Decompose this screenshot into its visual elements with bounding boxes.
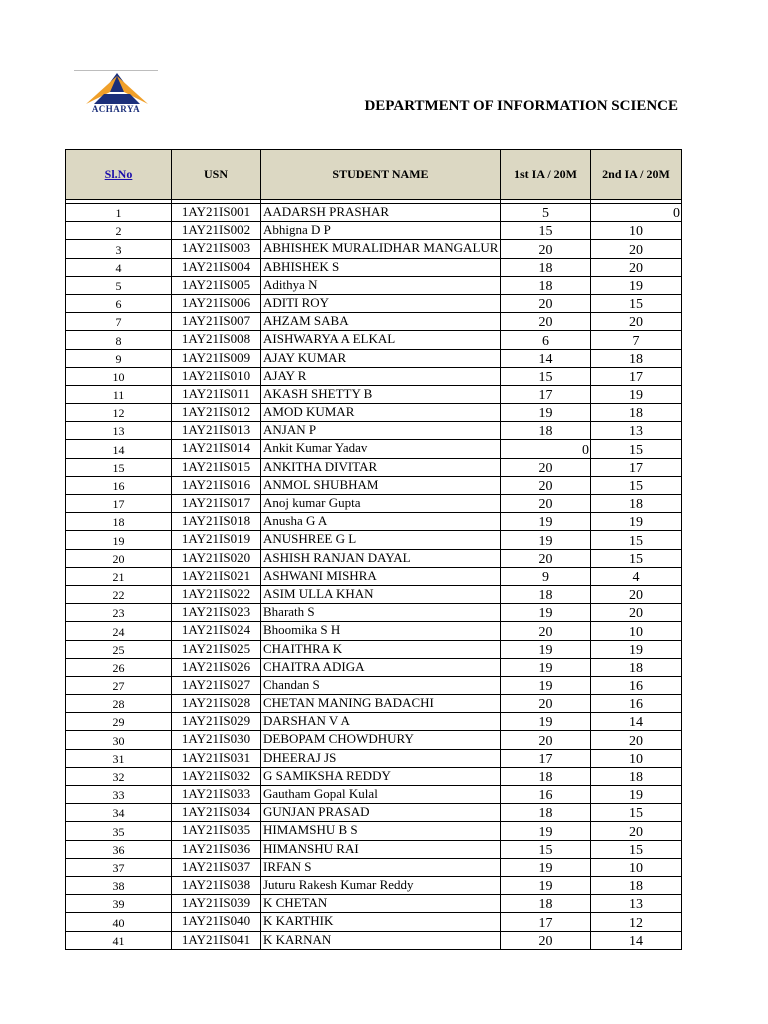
row-ia2-marks: 15 [591,840,682,858]
row-ia2-marks: 16 [591,676,682,694]
row-ia2-marks: 20 [591,604,682,622]
row-ia1-marks: 20 [501,476,591,494]
row-slno: 2 [66,222,172,240]
row-student-name: DHEERAJ JS [261,749,501,767]
row-ia2-marks: 18 [591,404,682,422]
table-row [66,676,682,694]
row-usn: 1AY21IS004 [172,258,261,276]
row-student-name: ABHISHEK S [261,258,501,276]
row-student-name: AJAY R [261,367,501,385]
row-usn: 1AY21IS040 [172,913,261,931]
table-row [66,513,682,531]
header-row [66,150,682,200]
row-ia2-marks: 15 [591,440,682,458]
table-row [66,349,682,367]
row-ia1-marks: 20 [501,695,591,713]
row-ia1-marks: 5 [501,204,591,222]
table-row [66,276,682,294]
row-student-name: ANKITHA DIVITAR [261,458,501,476]
row-student-name: ASHWANI MISHRA [261,567,501,585]
row-student-name: Adithya N [261,276,501,294]
column-header-name: STUDENT NAME [261,150,501,200]
row-ia2-marks: 0 [591,204,682,222]
row-ia1-marks: 19 [501,676,591,694]
table-row [66,658,682,676]
row-ia2-marks: 15 [591,476,682,494]
table-row [66,422,682,440]
row-ia2-marks: 19 [591,385,682,403]
row-ia2-marks: 10 [591,749,682,767]
row-usn: 1AY21IS020 [172,549,261,567]
row-slno: 36 [66,840,172,858]
row-ia2-marks: 18 [591,767,682,785]
row-slno: 6 [66,294,172,312]
table-row [66,804,682,822]
row-student-name: ANJAN P [261,422,501,440]
row-student-name: HIMAMSHU B S [261,822,501,840]
row-usn: 1AY21IS032 [172,767,261,785]
row-ia1-marks: 20 [501,458,591,476]
row-ia2-marks: 10 [591,622,682,640]
table-row [66,585,682,603]
row-slno: 10 [66,367,172,385]
row-student-name: AKASH SHETTY B [261,385,501,403]
row-slno: 20 [66,549,172,567]
logo-text: ACHARYA [91,104,141,114]
table-row [66,822,682,840]
row-slno: 35 [66,822,172,840]
row-ia2-marks: 19 [591,513,682,531]
row-slno: 14 [66,440,172,458]
row-slno: 27 [66,676,172,694]
row-slno: 37 [66,858,172,876]
row-slno: 32 [66,767,172,785]
row-usn: 1AY21IS031 [172,749,261,767]
row-slno: 26 [66,658,172,676]
row-ia1-marks: 19 [501,658,591,676]
row-usn: 1AY21IS024 [172,622,261,640]
row-usn: 1AY21IS041 [172,931,261,949]
row-usn: 1AY21IS035 [172,822,261,840]
table-row [66,840,682,858]
table-row [66,367,682,385]
row-usn: 1AY21IS028 [172,695,261,713]
row-ia1-marks: 18 [501,276,591,294]
row-ia1-marks: 19 [501,640,591,658]
table-row [66,858,682,876]
column-header-slno: Sl.No [66,150,172,200]
row-slno: 29 [66,713,172,731]
row-ia1-marks: 20 [501,622,591,640]
row-student-name: Anoj kumar Gupta [261,495,501,513]
row-slno: 12 [66,404,172,422]
table-row [66,786,682,804]
row-ia2-marks: 18 [591,495,682,513]
table-row [66,622,682,640]
row-slno: 31 [66,749,172,767]
row-ia2-marks: 18 [591,658,682,676]
table-row [66,731,682,749]
table-row [66,404,682,422]
row-ia1-marks: 19 [501,513,591,531]
row-slno: 33 [66,786,172,804]
row-student-name: AADARSH PRASHAR [261,204,501,222]
row-usn: 1AY21IS015 [172,458,261,476]
row-ia1-marks: 19 [501,713,591,731]
table-row [66,749,682,767]
row-slno: 40 [66,913,172,931]
row-student-name: ANUSHREE G L [261,531,501,549]
row-usn: 1AY21IS033 [172,786,261,804]
row-ia2-marks: 19 [591,786,682,804]
table-row [66,567,682,585]
row-slno: 30 [66,731,172,749]
row-usn: 1AY21IS017 [172,495,261,513]
table-row [66,222,682,240]
row-student-name: IRFAN S [261,858,501,876]
row-ia1-marks: 14 [501,349,591,367]
row-slno: 28 [66,695,172,713]
row-student-name: Gautham Gopal Kulal [261,786,501,804]
row-ia1-marks: 20 [501,731,591,749]
row-usn: 1AY21IS016 [172,476,261,494]
row-ia2-marks: 20 [591,313,682,331]
row-student-name: AJAY KUMAR [261,349,501,367]
row-usn: 1AY21IS019 [172,531,261,549]
row-ia1-marks: 19 [501,604,591,622]
row-usn: 1AY21IS023 [172,604,261,622]
row-ia2-marks: 18 [591,349,682,367]
row-ia2-marks: 12 [591,913,682,931]
table-row [66,604,682,622]
row-usn: 1AY21IS008 [172,331,261,349]
row-ia1-marks: 18 [501,585,591,603]
row-ia2-marks: 20 [591,240,682,258]
row-ia2-marks: 14 [591,713,682,731]
row-student-name: G SAMIKSHA REDDY [261,767,501,785]
row-slno: 11 [66,385,172,403]
row-student-name: ASIM ULLA KHAN [261,585,501,603]
row-ia1-marks: 19 [501,531,591,549]
row-usn: 1AY21IS039 [172,895,261,913]
row-ia2-marks: 17 [591,367,682,385]
row-ia2-marks: 15 [591,549,682,567]
row-usn: 1AY21IS011 [172,385,261,403]
row-ia2-marks: 7 [591,331,682,349]
row-usn: 1AY21IS002 [172,222,261,240]
table-row [66,458,682,476]
table-row [66,440,682,458]
row-usn: 1AY21IS003 [172,240,261,258]
table-row [66,713,682,731]
row-student-name: DEBOPAM CHOWDHURY [261,731,501,749]
row-ia1-marks: 17 [501,913,591,931]
table-row [66,549,682,567]
row-ia2-marks: 19 [591,276,682,294]
row-slno: 41 [66,931,172,949]
row-ia1-marks: 20 [501,495,591,513]
row-student-name: Juturu Rakesh Kumar Reddy [261,876,501,894]
row-student-name: Anusha G A [261,513,501,531]
row-slno: 3 [66,240,172,258]
table-row [66,876,682,894]
table-row [66,695,682,713]
row-usn: 1AY21IS007 [172,313,261,331]
table-row [66,385,682,403]
row-slno: 9 [66,349,172,367]
row-ia2-marks: 16 [591,695,682,713]
row-usn: 1AY21IS027 [172,676,261,694]
row-ia1-marks: 15 [501,840,591,858]
row-ia1-marks: 20 [501,931,591,949]
row-student-name: ANMOL SHUBHAM [261,476,501,494]
row-slno: 38 [66,876,172,894]
row-student-name: ABHISHEK MURALIDHAR MANGALUR [261,240,501,258]
row-usn: 1AY21IS025 [172,640,261,658]
row-student-name: GUNJAN PRASAD [261,804,501,822]
row-ia2-marks: 20 [591,731,682,749]
row-usn: 1AY21IS030 [172,731,261,749]
row-student-name: Abhigna D P [261,222,501,240]
row-usn: 1AY21IS010 [172,367,261,385]
table-row [66,767,682,785]
row-ia1-marks: 18 [501,258,591,276]
row-usn: 1AY21IS022 [172,585,261,603]
table-row [66,476,682,494]
row-student-name: Bhoomika S H [261,622,501,640]
row-student-name: ASHISH RANJAN DAYAL [261,549,501,567]
table-row [66,895,682,913]
row-ia2-marks: 14 [591,931,682,949]
row-ia1-marks: 16 [501,786,591,804]
row-ia2-marks: 4 [591,567,682,585]
row-usn: 1AY21IS005 [172,276,261,294]
row-ia1-marks: 19 [501,404,591,422]
row-ia1-marks: 20 [501,313,591,331]
row-student-name: Chandan S [261,676,501,694]
row-ia2-marks: 15 [591,804,682,822]
table-row [66,204,682,222]
row-slno: 18 [66,513,172,531]
row-ia1-marks: 15 [501,222,591,240]
row-usn: 1AY21IS038 [172,876,261,894]
row-slno: 1 [66,204,172,222]
row-usn: 1AY21IS013 [172,422,261,440]
row-ia2-marks: 20 [591,258,682,276]
table-row [66,931,682,949]
row-usn: 1AY21IS036 [172,840,261,858]
row-student-name: CHETAN MANING BADACHI [261,695,501,713]
row-ia2-marks: 19 [591,640,682,658]
row-ia2-marks: 20 [591,585,682,603]
row-usn: 1AY21IS037 [172,858,261,876]
row-ia1-marks: 9 [501,567,591,585]
row-ia1-marks: 19 [501,822,591,840]
row-ia1-marks: 19 [501,858,591,876]
row-ia1-marks: 18 [501,767,591,785]
row-ia2-marks: 15 [591,294,682,312]
row-slno: 21 [66,567,172,585]
row-usn: 1AY21IS009 [172,349,261,367]
row-student-name: Ankit Kumar Yadav [261,440,501,458]
row-slno: 25 [66,640,172,658]
row-slno: 7 [66,313,172,331]
row-ia1-marks: 19 [501,876,591,894]
row-student-name: K CHETAN [261,895,501,913]
row-usn: 1AY21IS021 [172,567,261,585]
table-row [66,913,682,931]
row-slno: 24 [66,622,172,640]
row-usn: 1AY21IS012 [172,404,261,422]
marks-table [65,149,682,950]
row-ia2-marks: 20 [591,822,682,840]
row-slno: 39 [66,895,172,913]
row-ia1-marks: 15 [501,367,591,385]
row-usn: 1AY21IS001 [172,204,261,222]
row-student-name: HIMANSHU RAI [261,840,501,858]
column-header-ia2: 2nd IA / 20M [591,150,682,200]
row-student-name: Bharath S [261,604,501,622]
table-row [66,240,682,258]
row-slno: 15 [66,458,172,476]
row-ia2-marks: 13 [591,422,682,440]
row-ia2-marks: 15 [591,531,682,549]
row-ia1-marks: 18 [501,895,591,913]
row-slno: 23 [66,604,172,622]
row-student-name: CHAITHRA K [261,640,501,658]
row-student-name: ADITI ROY [261,294,501,312]
row-usn: 1AY21IS014 [172,440,261,458]
row-usn: 1AY21IS029 [172,713,261,731]
row-slno: 22 [66,585,172,603]
row-ia1-marks: 0 [501,440,591,458]
row-student-name: DARSHAN V A [261,713,501,731]
row-usn: 1AY21IS026 [172,658,261,676]
row-ia2-marks: 18 [591,876,682,894]
row-student-name: AHZAM SABA [261,313,501,331]
row-student-name: K KARTHIK [261,913,501,931]
column-header-ia1: 1st IA / 20M [501,150,591,200]
row-ia2-marks: 17 [591,458,682,476]
row-slno: 16 [66,476,172,494]
table-row [66,495,682,513]
row-ia1-marks: 18 [501,422,591,440]
row-ia2-marks: 10 [591,858,682,876]
row-student-name: CHAITRA ADIGA [261,658,501,676]
table-row [66,331,682,349]
row-ia1-marks: 20 [501,294,591,312]
table-row [66,640,682,658]
row-slno: 4 [66,258,172,276]
row-slno: 13 [66,422,172,440]
row-slno: 17 [66,495,172,513]
row-slno: 5 [66,276,172,294]
row-usn: 1AY21IS034 [172,804,261,822]
row-student-name: AMOD KUMAR [261,404,501,422]
row-ia2-marks: 10 [591,222,682,240]
table-row [66,258,682,276]
row-student-name: AISHWARYA A ELKAL [261,331,501,349]
row-ia1-marks: 6 [501,331,591,349]
table-row [66,294,682,312]
row-usn: 1AY21IS018 [172,513,261,531]
column-header-usn: USN [172,150,261,200]
table-row [66,531,682,549]
row-usn: 1AY21IS006 [172,294,261,312]
row-slno: 8 [66,331,172,349]
row-ia1-marks: 18 [501,804,591,822]
department-title: DEPARTMENT OF INFORMATION SCIENCE [364,98,678,114]
row-ia1-marks: 20 [501,549,591,567]
row-ia2-marks: 13 [591,895,682,913]
table-row [66,313,682,331]
row-ia1-marks: 20 [501,240,591,258]
row-ia1-marks: 17 [501,385,591,403]
row-slno: 19 [66,531,172,549]
row-slno: 34 [66,804,172,822]
row-ia1-marks: 17 [501,749,591,767]
marks-table-body [66,204,682,950]
row-student-name: K KARNAN [261,931,501,949]
